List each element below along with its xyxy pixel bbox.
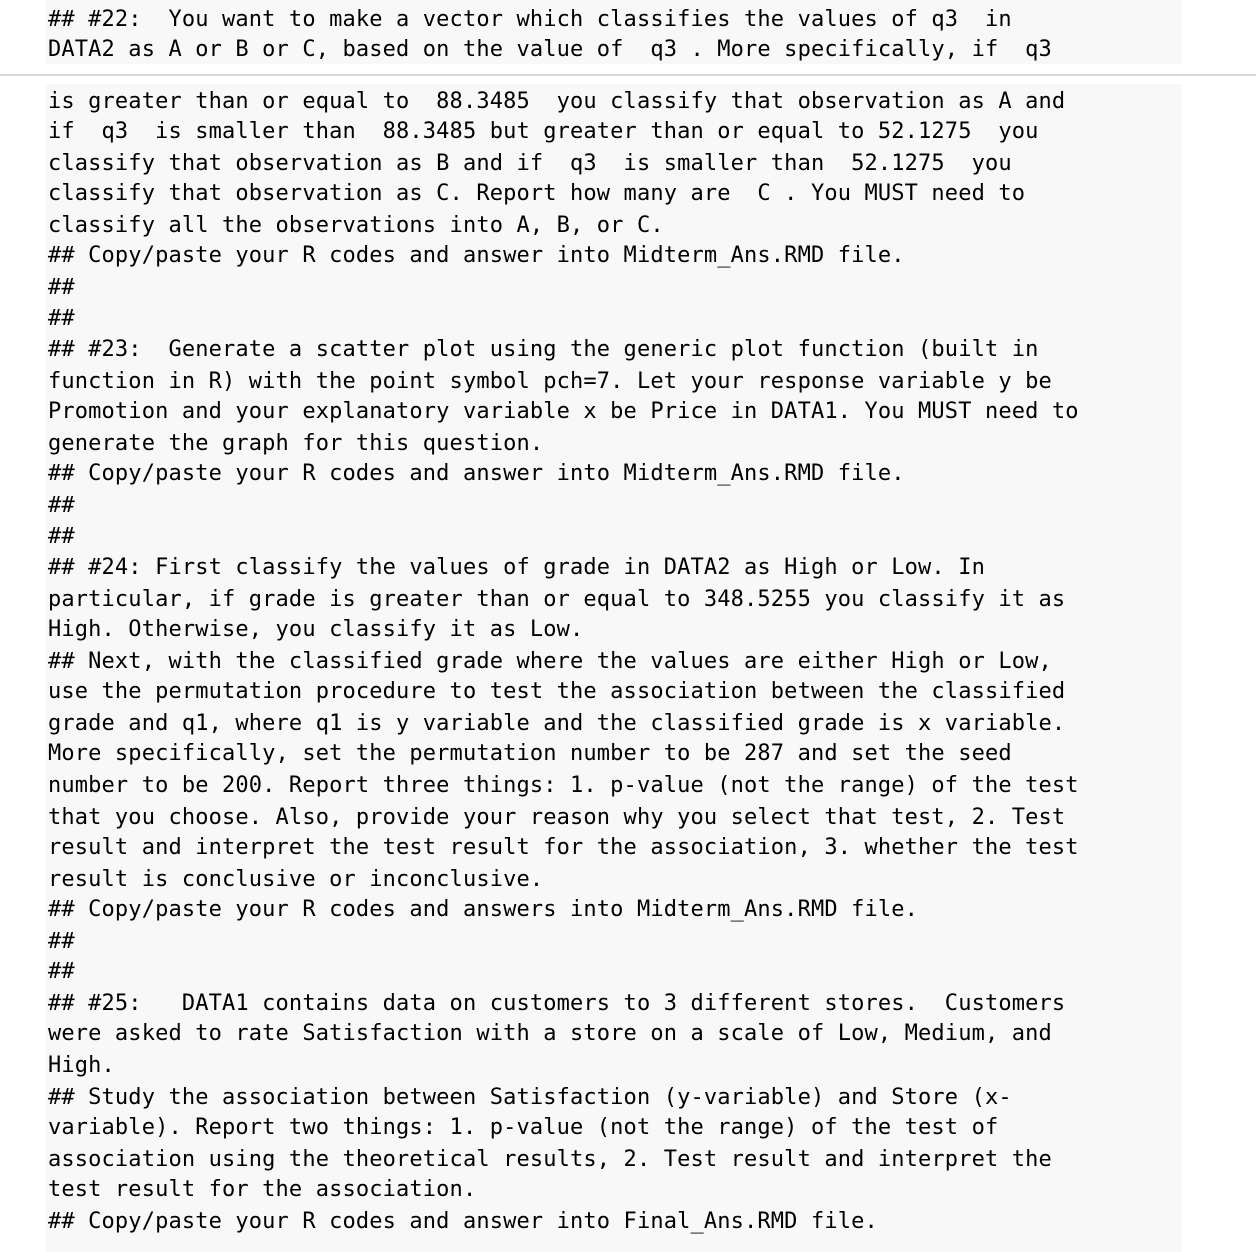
code-line: is greater than or equal to 88.3485 you classify that observation as A and — [48, 89, 1066, 114]
code-line: ## Copy/paste your R codes and answer into Final_Ans.RMD file. — [48, 1209, 878, 1234]
code-line: ## #23: Generate a scatter plot using the generic plot function (built in — [48, 337, 1039, 362]
code-line: result and interpret the test result for the association, 3. whether the test — [48, 835, 1079, 860]
code-line: result is conclusive or inconclusive. — [48, 867, 544, 892]
code-line: ## #22: You want to make a vector which classifies the values of q3 in — [48, 7, 1012, 32]
code-line: ## Copy/paste your R codes and answers into Midterm_Ans.RMD file. — [48, 897, 919, 922]
code-line: variable). Report two things: 1. p-value (not the range) of the test of — [48, 1115, 999, 1140]
code-line: generate the graph for this question. — [48, 431, 544, 456]
code-line: ## — [48, 959, 75, 984]
code-line: grade and q1, where q1 is y variable and the classified grade is x variable. — [48, 711, 1066, 736]
code-line: function in R) with the point symbol pch=7. Let your response variable y be — [48, 369, 1052, 394]
code-line: use the permutation procedure to test the association between the classified — [48, 679, 1066, 704]
code-line: ## #24: First classify the values of grade in DATA2 as High or Low. In — [48, 555, 985, 580]
code-line: ## Next, with the classified grade where the values are either High or Low, — [48, 649, 1052, 674]
code-line: number to be 200. Report three things: 1. p-value (not the range) of the test — [48, 773, 1079, 798]
code-line: classify that observation as C. Report how many are C . You MUST need to — [48, 181, 1026, 206]
section-divider — [0, 74, 1256, 76]
code-line: classify all the observations into A, B, or C. — [48, 213, 664, 238]
code-line: classify that observation as B and if q3 is smaller than 52.1275 you — [48, 151, 1012, 176]
code-line: ## Copy/paste your R codes and answer into Midterm_Ans.RMD file. — [48, 243, 905, 268]
code-line: ## Study the association between Satisfaction (y-variable) and Store (x- — [48, 1085, 1012, 1110]
code-line: ## — [48, 524, 75, 549]
code-line: ## — [48, 275, 75, 300]
code-line: particular, if grade is greater than or equal to 348.5255 you classify it as — [48, 587, 1066, 612]
code-line: High. Otherwise, you classify it as Low. — [48, 617, 584, 642]
code-line: ## #25: DATA1 contains data on customers to 3 different stores. Customers — [48, 991, 1066, 1016]
code-line: ## — [48, 929, 75, 954]
code-line: test result for the association. — [48, 1177, 477, 1202]
code-line: More specifically, set the permutation number to be 287 and set the seed — [48, 741, 1012, 766]
code-line: Promotion and your explanatory variable x be Price in DATA1. You MUST need to — [48, 399, 1079, 424]
code-line: if q3 is smaller than 88.3485 but greater than or equal to 52.1275 you — [48, 119, 1039, 144]
code-line: were asked to rate Satisfaction with a store on a scale of Low, Medium, and — [48, 1021, 1052, 1046]
code-line: that you choose. Also, provide your reason why you select that test, 2. Test — [48, 805, 1066, 830]
code-block-top — [46, 0, 1182, 64]
code-line: DATA2 as A or B or C, based on the value of q3 . More specifically, if q3 — [48, 37, 1052, 62]
code-block-main — [46, 84, 1182, 1252]
code-line: High. — [48, 1053, 115, 1078]
code-line: ## — [48, 306, 75, 331]
code-line: association using the theoretical results, 2. Test result and interpret the — [48, 1147, 1052, 1172]
code-line: ## Copy/paste your R codes and answer into Midterm_Ans.RMD file. — [48, 461, 905, 486]
code-line: ## — [48, 493, 75, 518]
